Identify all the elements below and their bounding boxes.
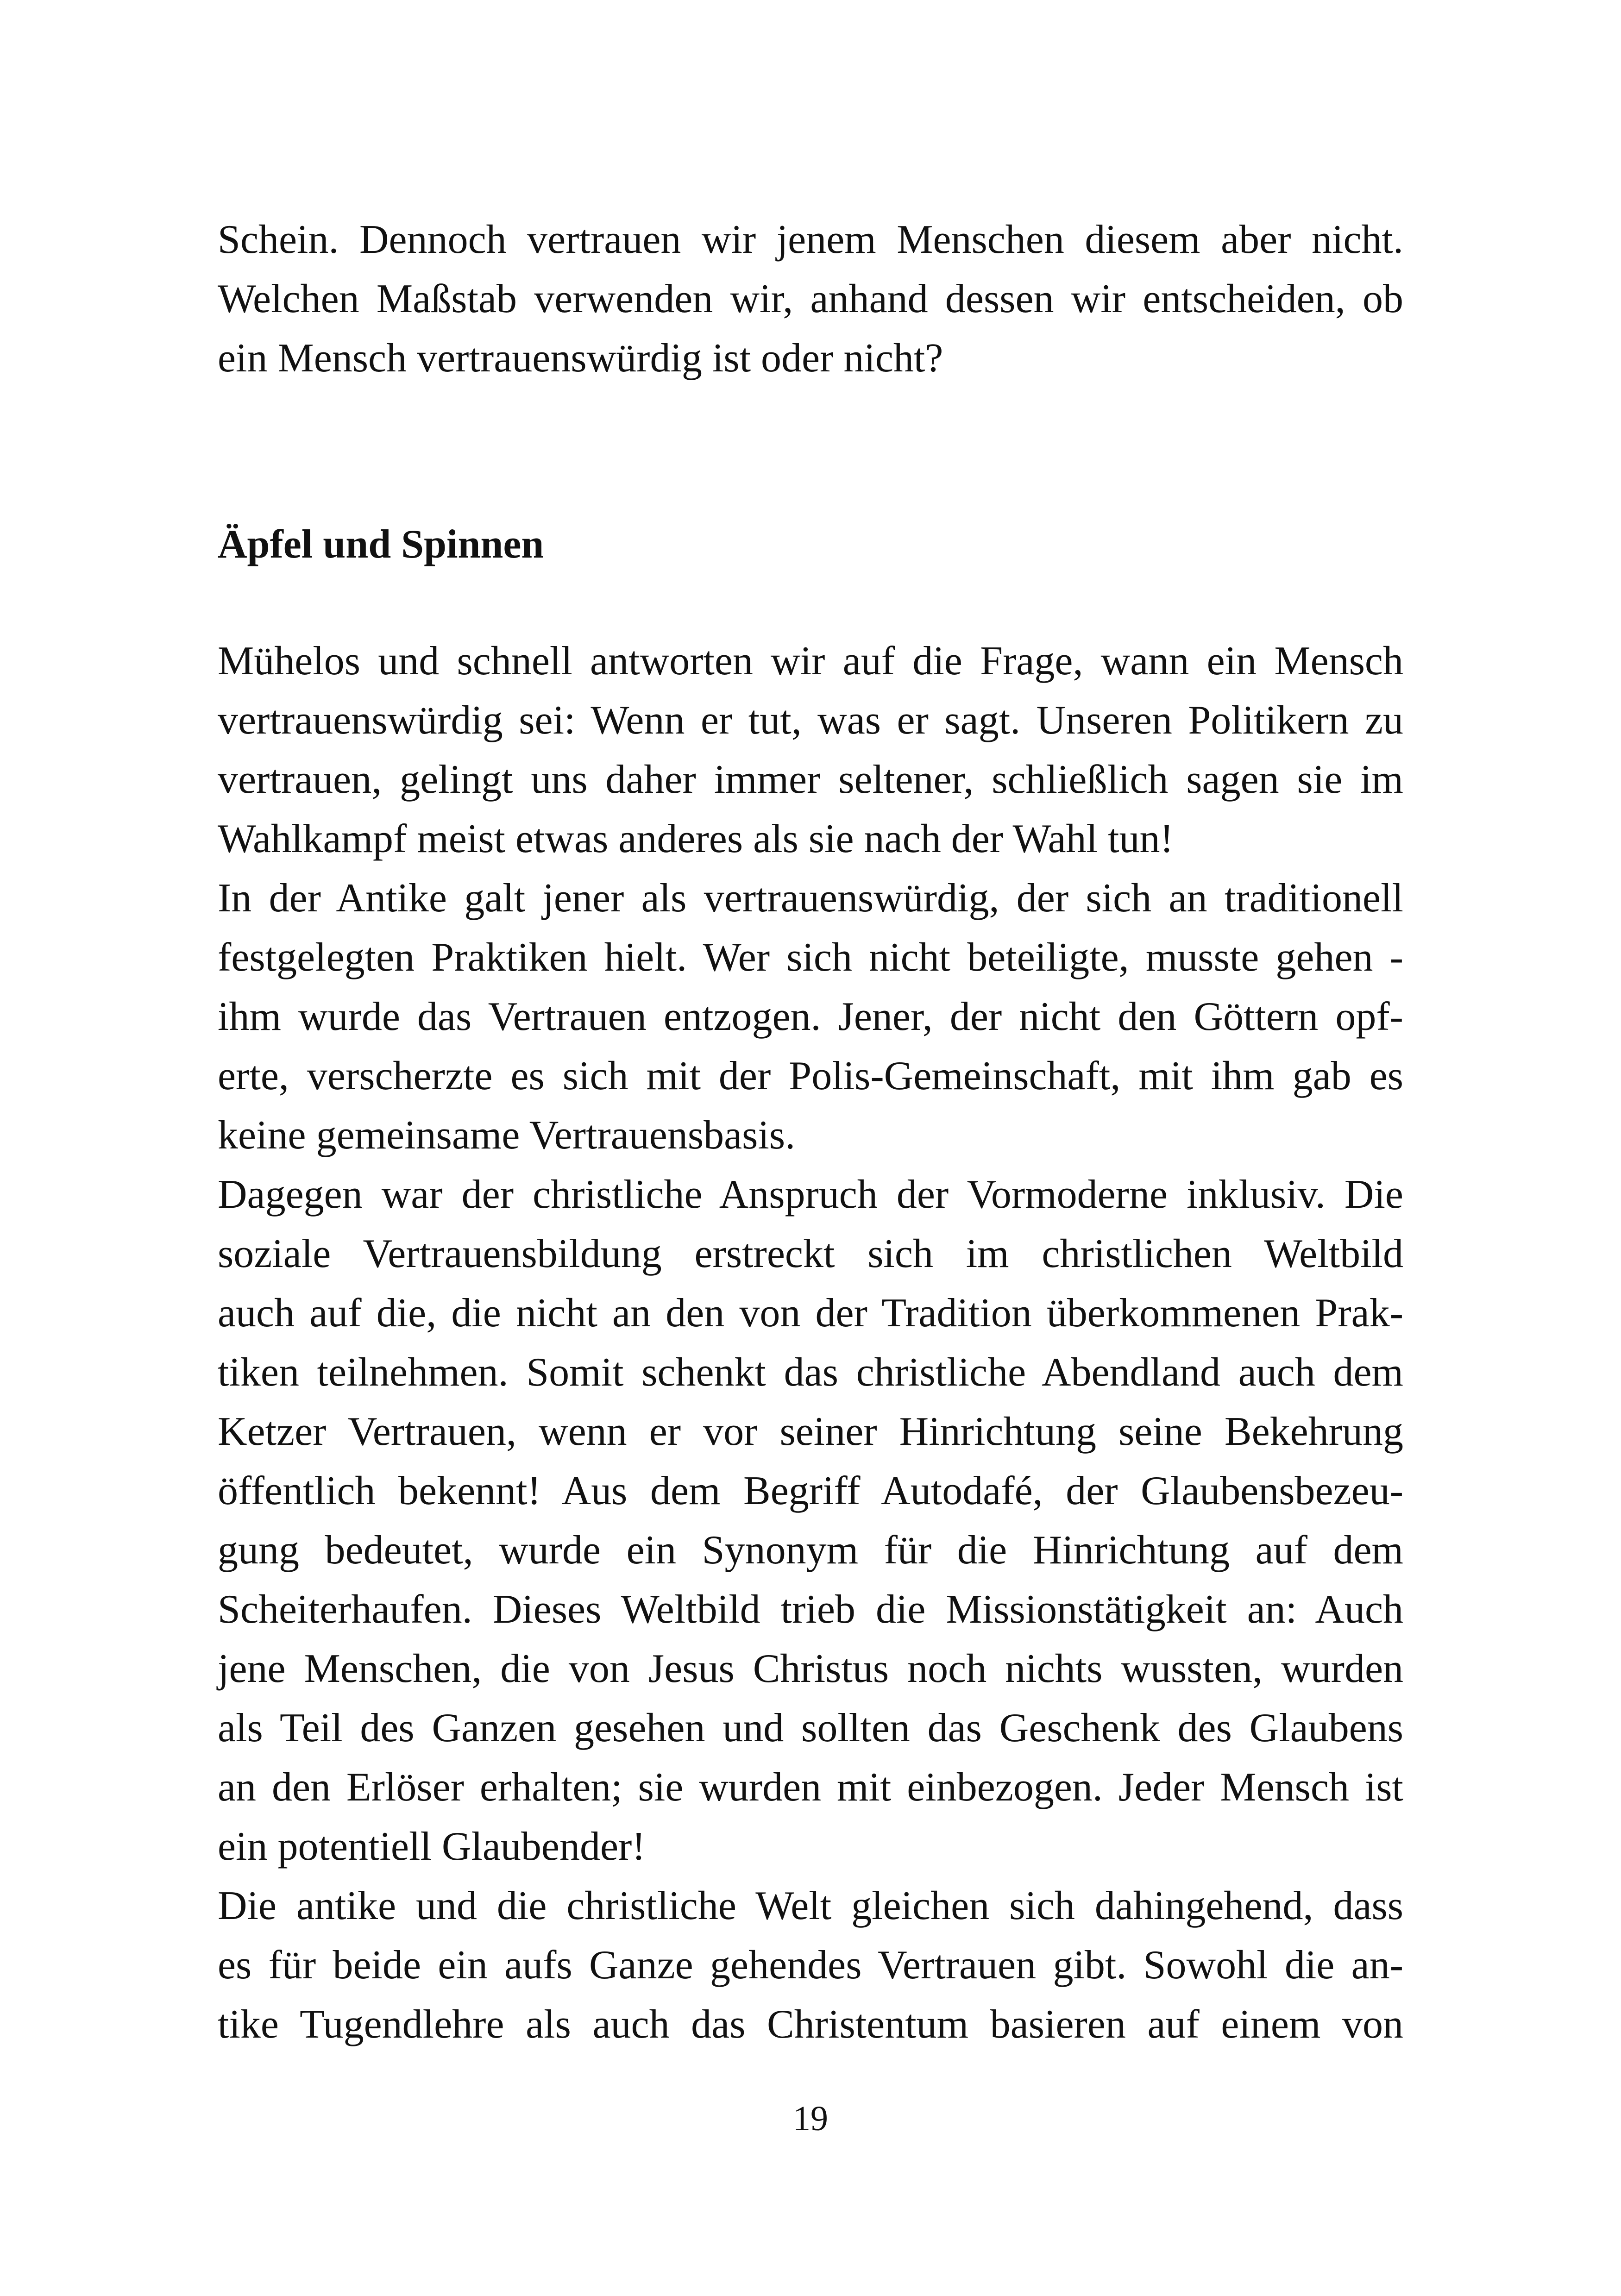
page-number: 19	[793, 2099, 828, 2138]
text-line: Welchen Maßstab verwenden wir, anhand dessen wir entscheiden, ob	[218, 276, 1403, 321]
text-line: In der Antike galt jener als vertrauenswürdig, der sich an traditionell	[218, 876, 1403, 921]
text-line: Dagegen war der christliche Anspruch der Vormoderne inklusiv. Die	[218, 1172, 1403, 1217]
text-line: vertrauenswürdig sei: Wenn er tut, was er sagt. Unseren Politikern zu	[218, 698, 1403, 743]
text-line: festgelegten Praktiken hielt. Wer sich nicht beteiligte, musste gehen -	[218, 935, 1403, 980]
text-line: gung bedeutet, wurde ein Synonym für die Hinrichtung auf dem	[218, 1528, 1403, 1573]
text-line: an den Erlöser erhalten; sie wurden mit einbezogen. Jeder Mensch ist	[218, 1765, 1403, 1810]
body-text	[218, 632, 1403, 2054]
text-line: Die antike und die christliche Welt gleichen sich dahingehend, dass	[218, 1883, 1403, 1928]
text-line: öffentlich bekennt! Aus dem Begriff Autodafé, der Glaubensbezeu-	[218, 1468, 1403, 1513]
intro-paragraph	[218, 210, 1403, 388]
text-line: Mühelos und schnell antworten wir auf die Frage, wann ein Mensch	[218, 639, 1403, 684]
text-line: erte, verscherzte es sich mit der Polis-Gemeinschaft, mit ihm gab es	[218, 1054, 1403, 1098]
text-line: tiken teilnehmen. Somit schenkt das christliche Abendland auch dem	[218, 1350, 1403, 1395]
text-line: Schein. Dennoch vertrauen wir jenem Menschen diesem aber nicht.	[218, 217, 1403, 262]
text-line: vertrauen, gelingt uns daher immer seltener, schließlich sagen sie im	[218, 757, 1403, 802]
text-line: auch auf die, die nicht an den von der Tradition überkommenen Prak-	[218, 1291, 1403, 1336]
text-line: Wahlkampf meist etwas anderes als sie nach der Wahl tun!	[218, 816, 1174, 861]
text-line: es für beide ein aufs Ganze gehendes Vertrauen gibt. Sowohl die an-	[218, 1943, 1403, 1988]
text-line: als Teil des Ganzen gesehen und sollten das Geschenk des Glaubens	[218, 1706, 1403, 1750]
text-line: ein Mensch vertrauenswürdig ist oder nicht?	[218, 336, 943, 381]
text-line: Ketzer Vertrauen, wenn er vor seiner Hinrichtung seine Bekehrung	[218, 1409, 1403, 1454]
text-line: ein potentiell Glaubender!	[218, 1824, 646, 1869]
text-line: ihm wurde das Vertrauen entzogen. Jener, der nicht den Göttern opf-	[218, 994, 1403, 1039]
text-line: keine gemeinsame Vertrauensbasis.	[218, 1113, 796, 1158]
text-line: Scheiterhaufen. Dieses Weltbild trieb die Missionstätigkeit an: Auch	[218, 1587, 1403, 1632]
text-line: jene Menschen, die von Jesus Christus noch nichts wussten, wurden	[218, 1646, 1403, 1691]
section-heading: Äpfel und Spinnen	[218, 522, 544, 567]
text-line: soziale Vertrauensbildung erstreckt sich im christlichen Weltbild	[218, 1231, 1403, 1276]
text-line: tike Tugendlehre als auch das Christentum basieren auf einem von	[218, 2002, 1403, 2047]
